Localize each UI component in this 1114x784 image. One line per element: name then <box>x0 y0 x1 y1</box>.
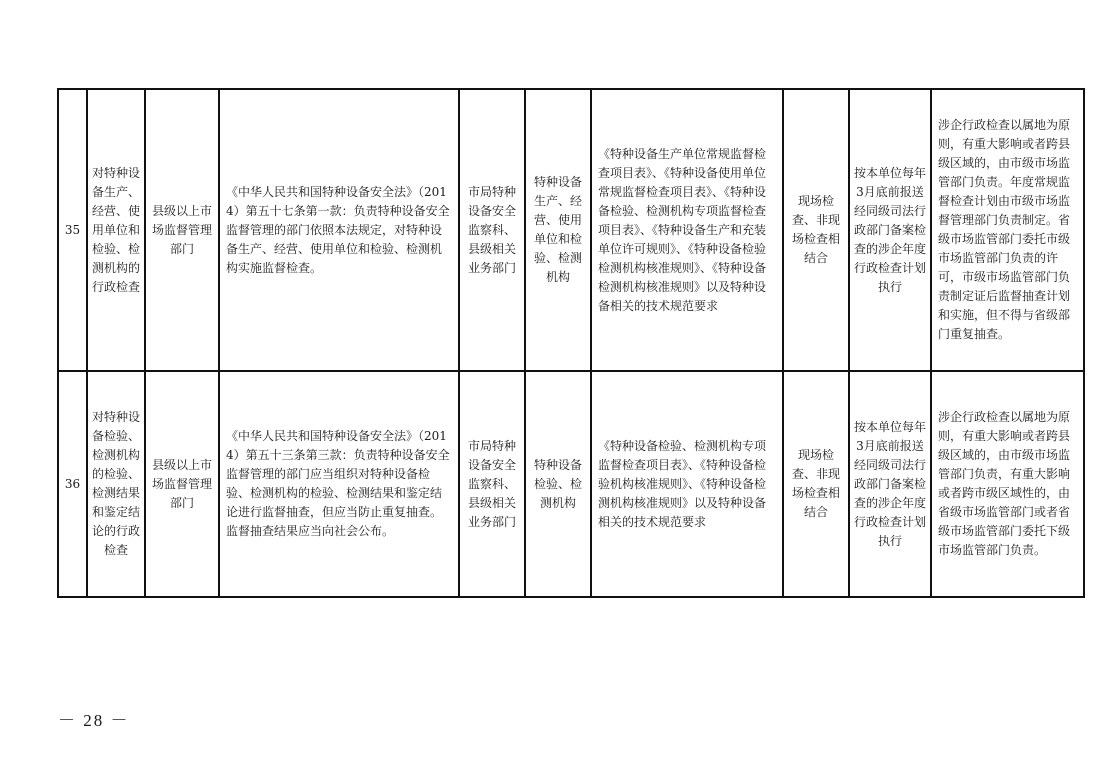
remarks: 涉企行政检查以属地为原则，有重大影响或者跨县级区域的，由市级市场监管部门负责。年度常规监督检查计划由市级市场监督管理部门负责制定。省级市场监管部门委托市级市场监管部门负责的许可，市级市场监管部门负责制定证后监督抽查计划和实施，但不得与省级部门重复抽查。 <box>931 89 1084 371</box>
responsible-department: 市局特种设备安全监察科、县级相关业务部门 <box>459 89 525 371</box>
inspection-plan: 按本单位每年3月底前报送经同级司法行政部门备案检查的涉企年度行政检查计划执行 <box>849 89 931 371</box>
legal-basis: 《中华人民共和国特种设备安全法》（2014）第五十七条第一款：负责特种设备安全监督管理的部门依照本法规定，对特种设备生产、经营、使用单位和检验、检测机构实施监督检查。 <box>219 89 459 371</box>
legal-basis: 《中华人民共和国特种设备安全法》（2014）第五十三条第三款：负责特种设备安全监督管理的部门应当组织对特种设备检验、检测机构的检验、检测结果和鉴定结论进行监督抽查，但应当防止重复抽查。监督抽查结果应当向社会公布。 <box>219 371 459 597</box>
table-row <box>58 89 1084 371</box>
inspection-plan: 按本单位每年3月底前报送经同级司法行政部门备案检查的涉企年度行政检查计划执行 <box>849 371 931 597</box>
remarks: 涉企行政检查以属地为原则，有重大影响或者跨县级区域的，由市级市场监管部门负责，有重大影响或者跨市级区域性的，由省级市场监管部门或者省级市场监管部门委托下级市场监管部门负责。 <box>931 371 1084 597</box>
row-number: 35 <box>58 89 87 371</box>
inspection-object: 特种设备生产、经营、使用单位和检验、检测机构 <box>525 89 591 371</box>
row-number: 36 <box>58 371 87 597</box>
responsible-department: 市局特种设备安全监察科、县级相关业务部门 <box>459 371 525 597</box>
inspection-method: 现场检查、非现场检查相结合 <box>783 89 849 371</box>
inspection-content: 《特种设备生产单位常规监督检查项目表》、《特种设备使用单位常规监督检查项目表》、《特种设备检验、检测机构专项监督检查项目表》、《特种设备生产和充装单位许可规则》、《特种设备检验检测机构核准规则》、《特种设备检测机构核准规则》以及特种设备相关的技术规范要求 <box>591 89 783 371</box>
implementing-level: 县级以上市场监督管理部门 <box>145 371 219 597</box>
inspection-item: 对特种设备检验、检测机构的检验、检测结果和鉴定结论的行政检查 <box>87 371 145 597</box>
inspection-item: 对特种设备生产、经营、使用单位和检验、检测机构的行政检查 <box>87 89 145 371</box>
implementing-level: 县级以上市场监督管理部门 <box>145 89 219 371</box>
inspection-items-table <box>57 88 1085 598</box>
inspection-content: 《特种设备检验、检测机构专项监督检查项目表》、《特种设备检验机构核准规则》、《特种设备检测机构核准规则》以及特种设备相关的技术规范要求 <box>591 371 783 597</box>
inspection-object: 特种设备检验、检测机构 <box>525 371 591 597</box>
table-row <box>58 371 1084 597</box>
inspection-method: 现场检查、非现场检查相结合 <box>783 371 849 597</box>
page-number: － 28 － <box>58 711 130 730</box>
